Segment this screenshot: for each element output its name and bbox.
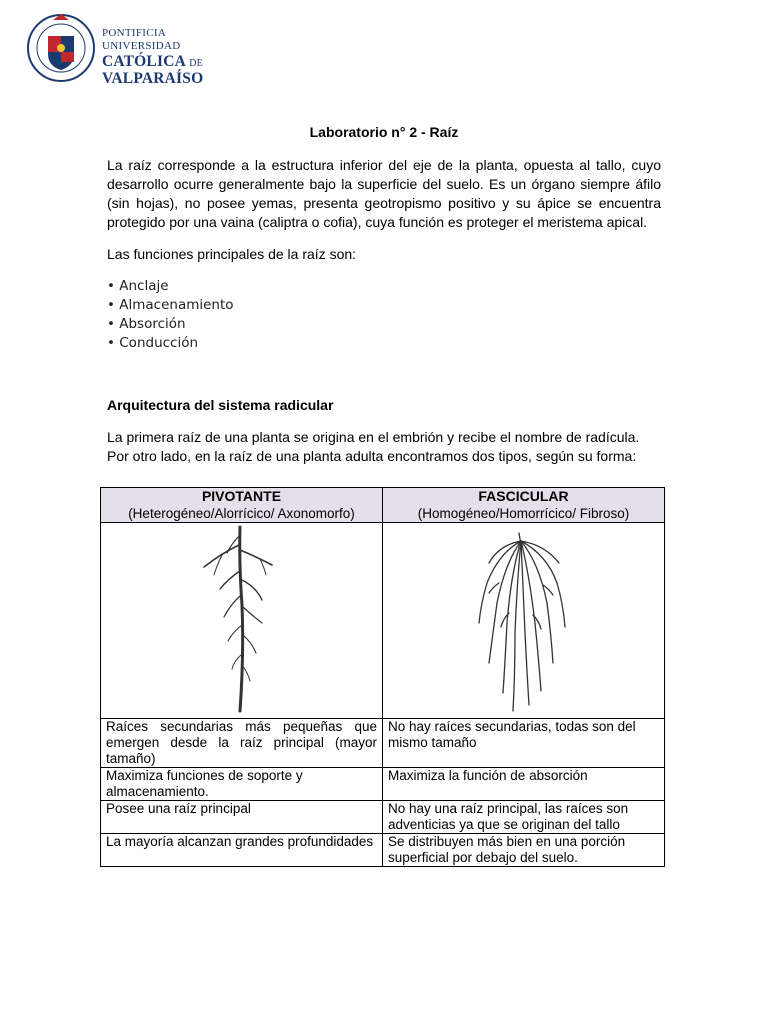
table-cell: Raíces secundarias más pequeñas que emergen desde la raíz principal (mayor tamaño) — [101, 719, 383, 768]
section-paragraph: La primera raíz de una planta se origina en el embrión y recibe el nombre de radícula. Por otro lado, en la raíz de una planta adulta encontramos dos tipos, según su forma: — [107, 429, 640, 464]
logo-de: DE — [189, 58, 203, 69]
list-item: • Conducción — [107, 335, 199, 351]
logo-line-2: UNIVERSIDAD — [102, 40, 181, 52]
section-title: Arquitectura del sistema radicular — [107, 397, 334, 413]
logo-line-1: PONTIFICIA — [102, 27, 167, 39]
table-cell: Maximiza la función de absorción — [383, 768, 665, 801]
list-item: • Almacenamiento — [107, 297, 234, 313]
table-cell: No hay una raíz principal, las raíces son adventicias ya que se originan del tallo — [383, 801, 665, 834]
taproot-image-cell — [101, 523, 383, 719]
functions-intro: Las funciones principales de la raíz son: — [107, 246, 357, 262]
table-header-row — [101, 488, 665, 523]
header-subtitle: (Heterogéneo/Alorrícico/ Axonomorfo) — [128, 506, 355, 521]
table-cell: Maximiza funciones de soporte y almacenamiento. — [101, 768, 383, 801]
logo-catolica: CATÓLICA — [102, 53, 186, 70]
fibrous-root-illustration — [469, 523, 579, 713]
table-image-row — [101, 523, 665, 719]
list-item: • Anclaje — [107, 278, 169, 294]
fibrous-root-image-cell — [383, 523, 665, 719]
logo-line-4: VALPARAÍSO — [102, 69, 204, 87]
university-logo — [26, 6, 206, 94]
table-cell: La mayoría alcanzan grandes profundidades — [101, 834, 383, 867]
table-cell: Se distribuyen más bien en una porción superficial por debajo del suelo. — [383, 834, 665, 867]
header-pivotante — [101, 488, 383, 523]
table-row — [101, 834, 665, 867]
page-title: Laboratorio n° 2 - Raíz — [309, 124, 459, 140]
header-title: FASCICULAR — [478, 488, 569, 504]
table-row — [101, 768, 665, 801]
table-row — [101, 801, 665, 834]
university-seal-icon — [26, 6, 96, 90]
functions-list — [107, 277, 234, 353]
header-title: PIVOTANTE — [201, 488, 282, 504]
list-item: • Absorción — [107, 316, 186, 332]
intro-paragraph: La raíz corresponde a la estructura inferior del eje de la planta, opuesta al tallo, cuyo desarrollo ocurre generalmente bajo la superficie del suelo. Es un órgano siempre áfilo (sin hojas), no posee yemas, presenta geotropismo positivo y su ápice se encuentra protegido por una vaina (caliptra o cofia), cuya función es proteger el meristema apical. — [107, 157, 661, 230]
root-comparison-table — [100, 487, 665, 867]
table-cell: Posee una raíz principal — [101, 801, 383, 834]
header-subtitle: (Homogéneo/Homorrícico/ Fibroso) — [417, 506, 630, 521]
logo-line-3 — [102, 54, 203, 70]
table-row — [101, 719, 665, 768]
university-name — [102, 28, 203, 86]
taproot-illustration — [192, 525, 292, 715]
header-fascicular — [383, 488, 665, 523]
table-cell: No hay raíces secundarias, todas son del mismo tamaño — [383, 719, 665, 768]
